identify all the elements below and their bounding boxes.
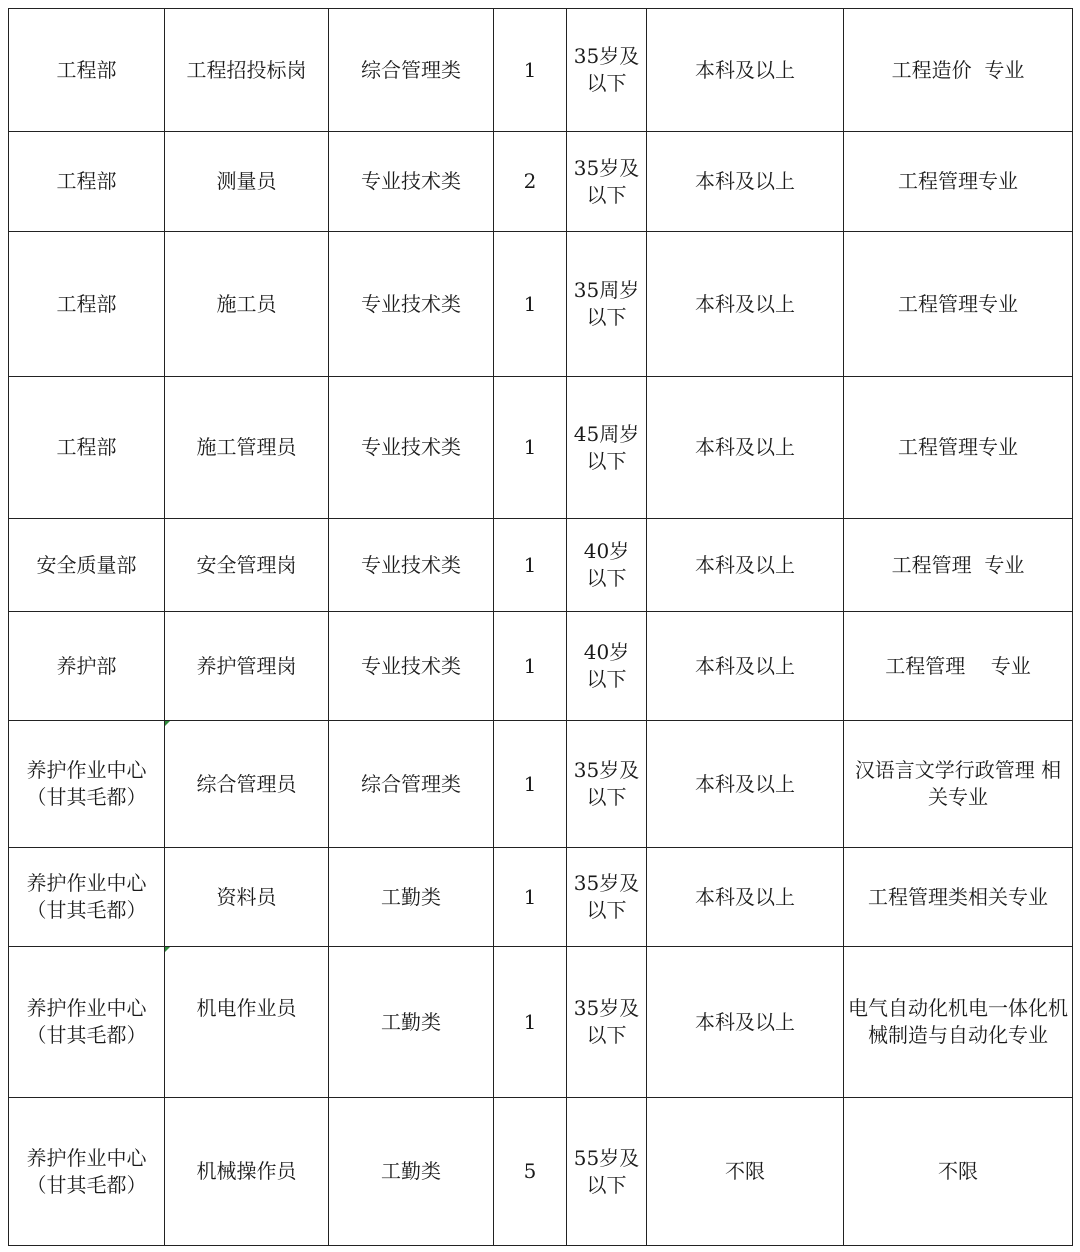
age-line-2: 以下 (586, 448, 627, 473)
position-cell (165, 721, 329, 848)
category-cell: 专业技术类 (329, 519, 494, 612)
age-line-1: 45周岁 (573, 421, 640, 446)
age-cell (567, 519, 647, 612)
position-cell: 测量员 (165, 132, 329, 232)
age-cell (567, 848, 647, 947)
count-cell: 2 (494, 132, 567, 232)
category-cell: 综合管理类 (329, 9, 494, 132)
position-cell (165, 947, 329, 1098)
major-cell: 工程管理 专业 (844, 519, 1073, 612)
dept-cell: 工程部 (9, 132, 165, 232)
age-line-2: 以下 (586, 71, 627, 95)
category-cell: 工勤类 (329, 848, 494, 947)
age-cell (567, 1098, 647, 1246)
age-cell (567, 232, 647, 377)
table-row (9, 612, 1073, 721)
dept-line-1: 养护作业中心 (26, 996, 147, 1020)
age-line-1: 35岁及 (573, 44, 640, 68)
dept-cell: 工程部 (9, 377, 165, 519)
position-text: 综合管理员 (196, 771, 297, 796)
dept-line-2: （甘其毛都） (26, 1172, 147, 1197)
age-line-2: 以下 (586, 898, 627, 922)
category-cell: 综合管理类 (329, 721, 494, 848)
table-row (9, 1098, 1073, 1246)
major-cell: 工程管理类相关专业 (844, 848, 1073, 947)
age-line-2: 以下 (586, 667, 627, 691)
count-cell: 1 (494, 848, 567, 947)
major-cell: 电气自动化机电一体化机械制造与自动化专业 (844, 947, 1073, 1098)
education-cell: 本科及以上 (647, 947, 844, 1098)
position-cell: 养护管理岗 (165, 612, 329, 721)
age-line-2: 以下 (586, 785, 627, 809)
comment-marker (165, 947, 170, 952)
dept-line-1: 养护作业中心 (26, 758, 147, 782)
dept-cell (9, 947, 165, 1098)
age-line-2: 以下 (586, 566, 627, 590)
age-line-2: 以下 (586, 1023, 627, 1047)
major-cell: 工程管理专业 (844, 232, 1073, 377)
dept-cell: 安全质量部 (9, 519, 165, 612)
education-cell: 本科及以上 (647, 9, 844, 132)
category-cell: 专业技术类 (329, 612, 494, 721)
table-row (9, 132, 1073, 232)
count-cell: 1 (494, 612, 567, 721)
count-cell: 1 (494, 9, 567, 132)
table-row (9, 721, 1073, 848)
position-cell: 工程招投标岗 (165, 9, 329, 132)
table-row (9, 9, 1073, 132)
dept-cell (9, 848, 165, 947)
category-cell: 工勤类 (329, 947, 494, 1098)
recruitment-table (8, 8, 1073, 1246)
education-cell: 本科及以上 (647, 721, 844, 848)
dept-line-2: （甘其毛都） (26, 898, 147, 922)
count-cell: 1 (494, 721, 567, 848)
count-cell: 1 (494, 377, 567, 519)
age-line-1: 40岁 (583, 640, 630, 664)
education-cell: 本科及以上 (647, 132, 844, 232)
major-cell: 工程造价 专业 (844, 9, 1073, 132)
position-text: 机电作业员 (196, 996, 297, 1020)
comment-marker (165, 721, 170, 726)
table-row (9, 519, 1073, 612)
age-line-1: 35岁及 (573, 155, 640, 180)
age-cell (567, 721, 647, 848)
age-line-1: 35岁及 (573, 871, 640, 895)
table-row (9, 947, 1073, 1098)
age-line-1: 35岁及 (573, 758, 640, 782)
dept-cell: 工程部 (9, 232, 165, 377)
major-cell: 工程管理 专业 (844, 612, 1073, 721)
education-cell: 本科及以上 (647, 232, 844, 377)
age-cell (567, 612, 647, 721)
dept-cell (9, 1098, 165, 1246)
age-line-1: 35岁及 (573, 996, 640, 1020)
age-cell (567, 9, 647, 132)
age-cell (567, 132, 647, 232)
major-cell: 汉语言文学行政管理 相关专业 (844, 721, 1073, 848)
category-cell: 专业技术类 (329, 377, 494, 519)
category-cell: 工勤类 (329, 1098, 494, 1246)
age-line-2: 以下 (586, 182, 627, 207)
table-row (9, 232, 1073, 377)
age-cell (567, 947, 647, 1098)
position-cell: 施工员 (165, 232, 329, 377)
age-line-1: 55岁及 (573, 1145, 640, 1170)
education-cell: 本科及以上 (647, 377, 844, 519)
age-line-2: 以下 (586, 305, 627, 329)
age-line-1: 40岁 (583, 539, 630, 563)
count-cell: 1 (494, 947, 567, 1098)
dept-cell: 工程部 (9, 9, 165, 132)
position-cell: 资料员 (165, 848, 329, 947)
count-cell: 1 (494, 232, 567, 377)
dept-line-1: 养护作业中心 (26, 871, 147, 895)
age-line-1: 35周岁 (573, 278, 640, 302)
dept-cell: 养护部 (9, 612, 165, 721)
major-cell: 不限 (844, 1098, 1073, 1246)
table-row (9, 848, 1073, 947)
table-row (9, 377, 1073, 519)
dept-line-1: 养护作业中心 (26, 1145, 147, 1170)
category-cell: 专业技术类 (329, 232, 494, 377)
count-cell: 1 (494, 519, 567, 612)
position-cell: 机械操作员 (165, 1098, 329, 1246)
count-cell: 5 (494, 1098, 567, 1246)
dept-line-2: （甘其毛都） (26, 1023, 147, 1047)
age-cell (567, 377, 647, 519)
dept-line-2: （甘其毛都） (26, 785, 147, 809)
position-cell: 施工管理员 (165, 377, 329, 519)
major-cell: 工程管理专业 (844, 377, 1073, 519)
age-line-2: 以下 (586, 1172, 627, 1197)
education-cell: 本科及以上 (647, 612, 844, 721)
major-cell: 工程管理专业 (844, 132, 1073, 232)
education-cell: 本科及以上 (647, 848, 844, 947)
category-cell: 专业技术类 (329, 132, 494, 232)
dept-cell (9, 721, 165, 848)
education-cell: 不限 (647, 1098, 844, 1246)
education-cell: 本科及以上 (647, 519, 844, 612)
position-cell: 安全管理岗 (165, 519, 329, 612)
